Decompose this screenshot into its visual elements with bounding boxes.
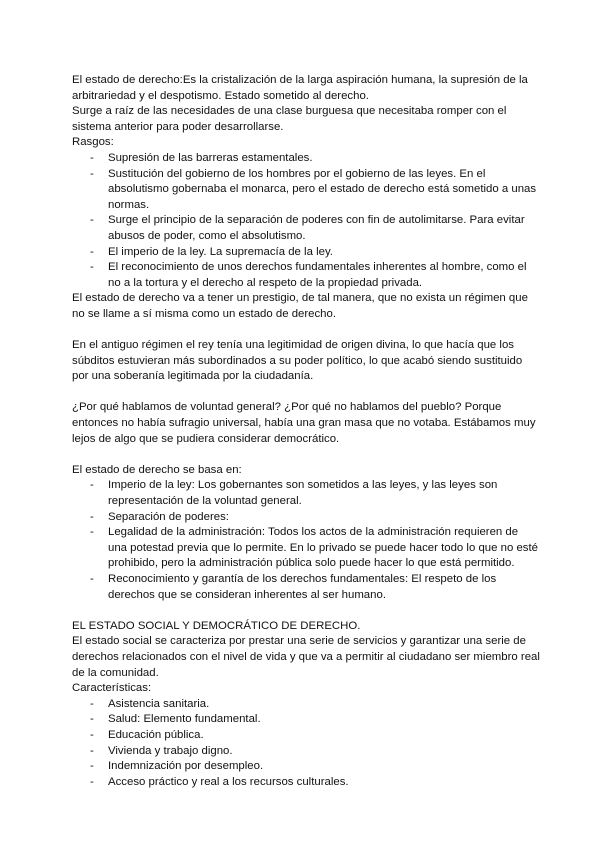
list-item: - Vivienda y trabajo digno. bbox=[72, 744, 540, 760]
list-item: - Separación de poderes: bbox=[72, 510, 540, 526]
list-item: - El reconocimiento de unos derechos fundamentales inherentes al hombre, como el no a la tortura y el derecho al respeto de la propiedad privada. bbox=[72, 260, 540, 291]
list-item: - Surge el principio de la separación de poderes con fin de autolimitarse. Para evitar abusos de poder, como el absolutismo. bbox=[72, 213, 540, 244]
list-item: - Acceso práctico y real a los recursos culturales. bbox=[72, 775, 540, 791]
estado-social-paragraph: El estado social se caracteriza por prestar una serie de servicios y garantizar una serie de derechos relacionados con el nivel de vida y que va a permitir al ciudadano ser miembro real de la comunidad. bbox=[72, 635, 540, 679]
antiguo-regimen-paragraph: En el antiguo régimen el rey tenía una legitimidad de origen divina, lo que hacía que los súbditos estuvieran más subordinados a su poder político, lo que acabó siendo sustituido por una soberanía legitimada por la ciudadanía. bbox=[72, 339, 523, 383]
list-item: - El imperio de la ley. La supremacía de la ley. bbox=[72, 245, 540, 261]
voluntad-general-paragraph: ¿Por qué hablamos de voluntad general? ¿Por qué no hablamos del pueblo? Porque entonces no había sufragio universal, había una gran masa que no votaba. Estábamos muy lejos de algo que se pudiera considerar democrático. bbox=[72, 401, 536, 445]
list-item: - Indemnización por desempleo. bbox=[72, 759, 540, 775]
list-item: - Reconocimiento y garantía de los derechos fundamentales: El respeto de los derechos que se consideran inherentes al ser humano. bbox=[72, 572, 540, 603]
origin-paragraph: Surge a raíz de las necesidades de una clase burguesa que necesitaba romper con el sistema anterior para poder desarrollarse. bbox=[72, 105, 507, 133]
prestige-paragraph: El estado de derecho va a tener un prestigio, de tal manera, que no exista un régimen que no se llame a sí misma como un estado de derecho. bbox=[72, 292, 528, 320]
spacer bbox=[72, 603, 540, 619]
list-item: - Asistencia sanitaria. bbox=[72, 697, 540, 713]
spacer bbox=[72, 385, 540, 401]
spacer bbox=[72, 447, 540, 463]
basa-list bbox=[72, 478, 540, 603]
intro-paragraph: El estado de derecho:Es la cristalización de la larga aspiración humana, la supresión de la arbitrariedad y el despotismo. Estado sometido al derecho. bbox=[72, 74, 528, 102]
list-item: - Educación pública. bbox=[72, 728, 540, 744]
list-item: - Legalidad de la administración: Todos los actos de la administración requieren de una potestad previa que lo permite. En lo privado se puede hacer todo lo que no esté prohibido, pero la administración pública solo puede hacer lo que está permitido. bbox=[72, 525, 540, 572]
section-title: EL ESTADO SOCIAL Y DEMOCRÁTICO DE DERECHO. bbox=[72, 619, 361, 632]
spacer bbox=[72, 323, 540, 339]
caracteristicas-heading: Características: bbox=[72, 682, 152, 695]
list-item: - Salud: Elemento fundamental. bbox=[72, 712, 540, 728]
list-item: - Supresión de las barreras estamentales. bbox=[72, 151, 540, 167]
list-item: - Imperio de la ley: Los gobernantes son sometidos a las leyes, y las leyes son representación de la voluntad general. bbox=[72, 478, 540, 509]
basa-heading: El estado de derecho se basa en: bbox=[72, 463, 242, 476]
list-item: - Sustitución del gobierno de los hombres por el gobierno de las leyes. En el absolutismo gobernaba el monarca, pero el estado de derecho está sometido a unas normas. bbox=[72, 167, 540, 214]
rasgos-heading: Rasgos: bbox=[72, 136, 114, 149]
caracteristicas-list bbox=[72, 697, 540, 791]
rasgos-list bbox=[72, 151, 540, 291]
